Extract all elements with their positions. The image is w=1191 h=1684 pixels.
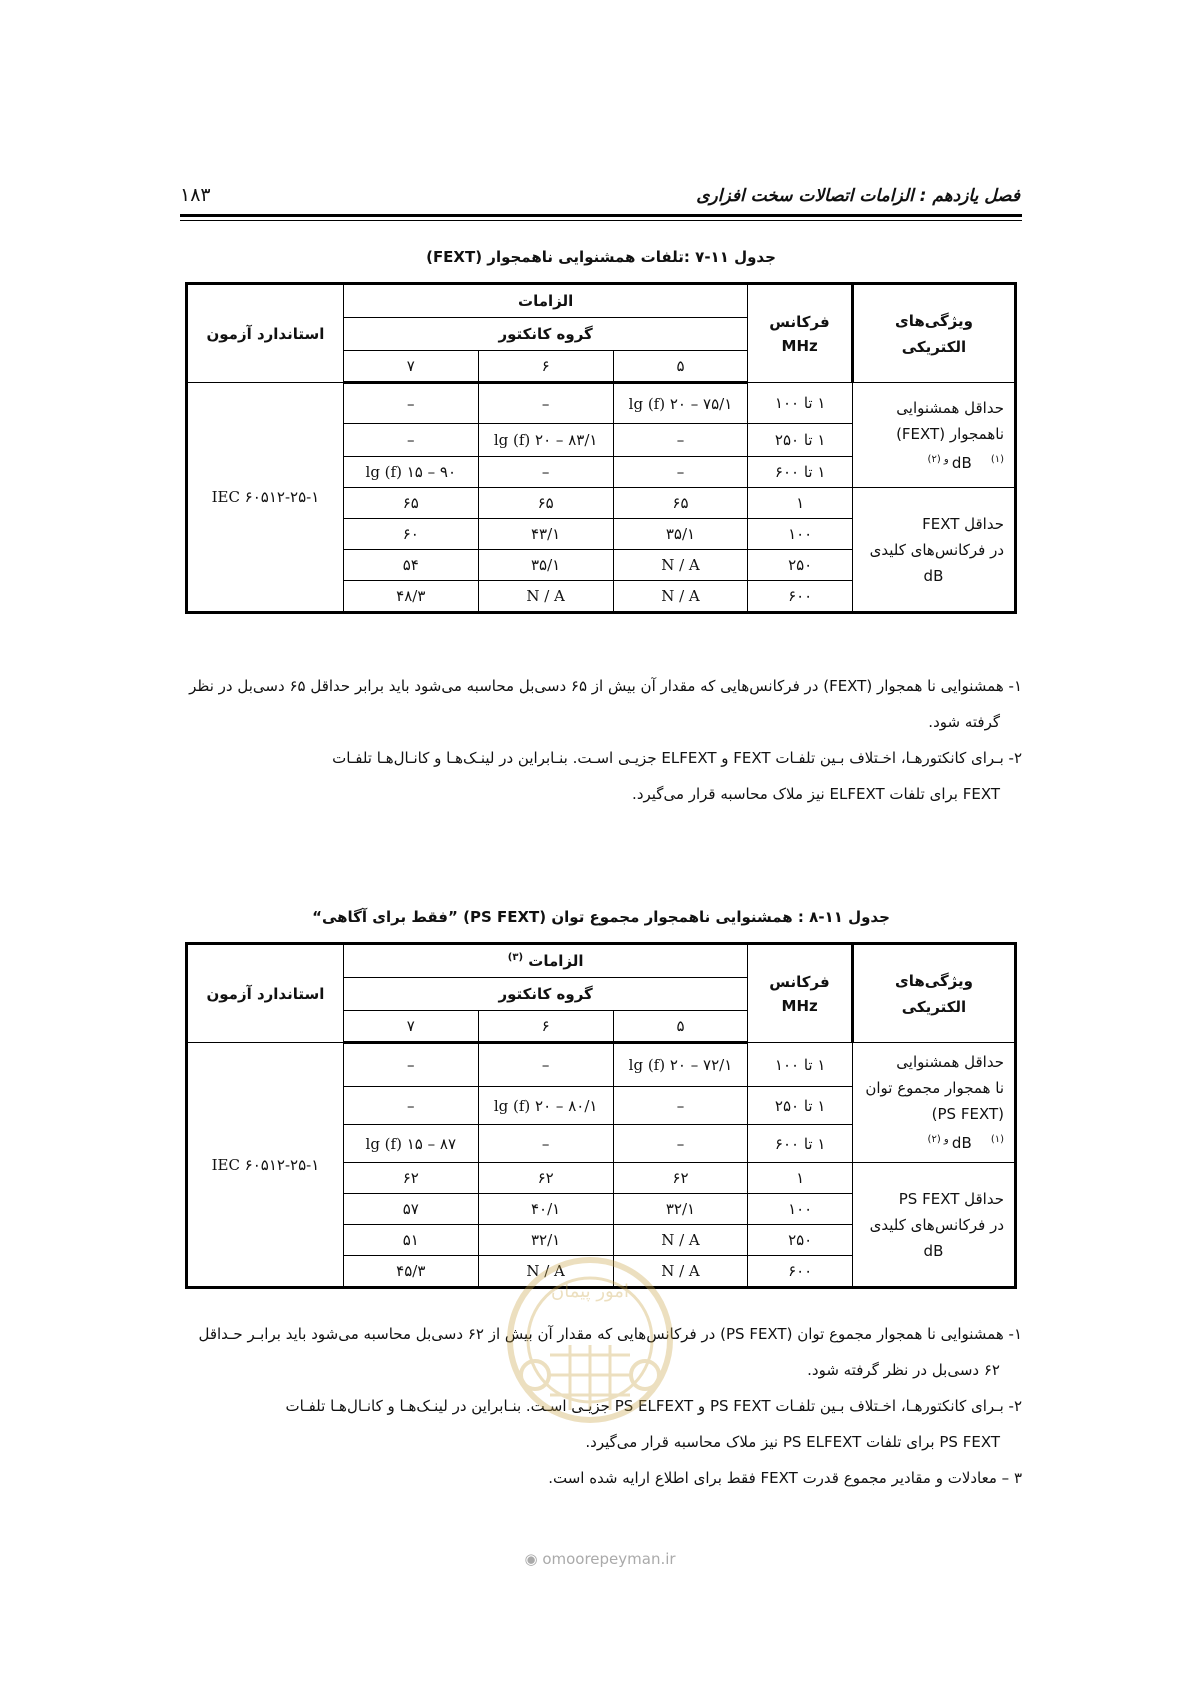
table1-header-connector-group: گروه کانکتور: [343, 318, 748, 351]
table-cell: ۸۰/۱ – ۲۰ lg (f): [478, 1087, 613, 1125]
table2-property-psfext-min: حداقل همشنوایی نا همجوار مجموع توان (PS FEXT) dB $^{(۱) و (۲)}$: [852, 1043, 1015, 1163]
note-line: ۱- همشنوایی نا همجوار (FEXT) در فرکانس‌هایی که مقدار آن بیش از ۶۵ دسی‌بل محاسبه می‌شود باید برابر حداقل ۶۵ دسی‌بل در نظر: [189, 677, 1022, 695]
table2-header-connector-group: گروه کانکتور: [343, 978, 748, 1011]
note-line: ۶۲ دسی‌بل در نظر گرفته شود.: [807, 1361, 1000, 1379]
table2-caption: جدول ۱۱-۸ : همشنوایی ناهمجوار مجموع توان (PS FEXT) ”فقط برای آگاهی“: [312, 908, 890, 926]
svg-text:امور پیمان: امور پیمان: [551, 1281, 629, 1302]
table2-group-7: ۷: [343, 1011, 478, 1043]
table-cell: ۶۲: [613, 1163, 748, 1194]
table-cell: ۷۵/۱ – ۲۰ lg (f): [613, 383, 748, 424]
table-cell: ۸۳/۱ – ۲۰ lg (f): [478, 424, 613, 457]
table-cell: –: [613, 457, 748, 488]
table-cell: ۱ تا ۲۵۰: [748, 1087, 853, 1125]
table1-property-fext-min: حداقل همشنوایی ناهمجوار (FEXT) dB $^{(۱) و (۲)}$: [852, 383, 1015, 488]
table2-group-5: ۵: [613, 1011, 748, 1043]
table1-group-5: ۵: [613, 351, 748, 383]
table1-group-7: ۷: [343, 351, 478, 383]
table-cell: ۵۱: [343, 1225, 478, 1256]
table-cell: ۱ تا ۶۰۰: [748, 1125, 853, 1163]
table-cell: –: [478, 1043, 613, 1087]
page-header: [180, 180, 1020, 216]
table-cell: –: [613, 1125, 748, 1163]
table-cell: –: [613, 1087, 748, 1125]
table-cell: N / A: [613, 1256, 748, 1288]
table-cell: ۷۲/۱ – ۲۰ lg (f): [613, 1043, 748, 1087]
table-cell: ۱ تا ۱۰۰: [748, 1043, 853, 1087]
table-cell: –: [343, 424, 478, 457]
table1-header-property: ویژگی‌های الکتریکی: [852, 284, 1015, 383]
table-cell: ۱۰۰: [748, 1194, 853, 1225]
table2: [185, 942, 1017, 1289]
table-cell: ۴۸/۳: [343, 581, 478, 613]
table2-property-psfext-key: حداقل PS FEXT در فرکانس‌های کلیدی dB: [852, 1163, 1015, 1288]
table2-header-property: ویژگی‌های الکتریکی: [852, 944, 1015, 1043]
table-cell: –: [613, 424, 748, 457]
table-cell: ۶۵: [613, 488, 748, 519]
table-cell: ۱ تا ۶۰۰: [748, 457, 853, 488]
table-cell: N / A: [613, 550, 748, 581]
note-line: ۱- همشنوایی نا همجوار مجموع توان (PS FEXT) در فرکانس‌هایی که مقدار آن بیش از ۶۲ دسی‌بل محاسبه می‌شود باید برابـر حـداقل: [198, 1325, 1022, 1343]
table-cell: N / A: [478, 1256, 613, 1288]
table-cell: ۳۵/۱: [613, 519, 748, 550]
table-cell: ۵۴: [343, 550, 478, 581]
table1-header-frequency: فرکانس MHz: [748, 284, 853, 383]
at-icon: ◉: [524, 1550, 538, 1568]
table1-group-6: ۶: [478, 351, 613, 383]
table-cell: ۱ تا ۲۵۰: [748, 424, 853, 457]
table-cell: ۳۲/۱: [478, 1225, 613, 1256]
table-cell: ۶۲: [343, 1163, 478, 1194]
table-cell: ۳۲/۱: [613, 1194, 748, 1225]
table1-header-requirements: الزامات: [343, 284, 748, 318]
table-cell: ۶۰۰: [748, 1256, 853, 1288]
note-line: ۲- بـرای کانکتورهـا، اخـتلاف بـین تلفـات FEXT و ELFEXT جزیـی اسـت. بنـابراین در لینـک‌هـا و کانـال‌هـا تلفـات: [332, 749, 1022, 767]
table-cell: ۱۰۰: [748, 519, 853, 550]
table-cell: ۱: [748, 488, 853, 519]
note-line: ۳ – معادلات و مقادیر مجموع قدرت FEXT فقط برای اطلاع ارایه شده است.: [548, 1469, 1022, 1487]
table-cell: –: [478, 383, 613, 424]
table1-notes: [180, 668, 1022, 812]
table-cell: ۴۰/۱: [478, 1194, 613, 1225]
table-cell: ۸۷ – ۱۵ lg (f): [343, 1125, 478, 1163]
note-line: گرفته شود.: [928, 713, 1000, 731]
table1: [185, 282, 1017, 614]
table-cell: ۲۵۰: [748, 1225, 853, 1256]
table-cell: –: [478, 1125, 613, 1163]
table-cell: ۵۷: [343, 1194, 478, 1225]
table-cell: ۶۵: [478, 488, 613, 519]
table-cell: ۴۳/۱: [478, 519, 613, 550]
table-cell: ۹۰ – ۱۵ lg (f): [343, 457, 478, 488]
table-cell: –: [343, 1043, 478, 1087]
table1-caption: جدول ۱۱-۷ :تلفات همشنوایی ناهمجوار (FEXT): [426, 248, 776, 266]
header-rule-thin: [180, 220, 1022, 221]
table-cell: ۶۰۰: [748, 581, 853, 613]
table1-standard-value: IEC ۶۰۵۱۲-۲۵-۱: [187, 383, 344, 613]
table2-header-frequency: فرکانس MHz: [748, 944, 853, 1043]
table1-property-fext-key: حداقل FEXT در فرکانس‌های کلیدی dB: [852, 488, 1015, 613]
table-cell: N / A: [613, 1225, 748, 1256]
table2-standard-value: IEC ۶۰۵۱۲-۲۵-۱: [187, 1043, 344, 1288]
header-rule: [180, 214, 1022, 217]
table-cell: ۶۰: [343, 519, 478, 550]
note-line: FEXT برای تلفات ELFEXT نیز ملاک محاسبه قرار می‌گیرد.: [632, 785, 1000, 803]
table2-header-requirements: الزامات $^{(۳)}$: [343, 944, 748, 978]
table-cell: ۶۵: [343, 488, 478, 519]
table-cell: –: [343, 383, 478, 424]
page-number: ۱۸۳: [180, 184, 211, 206]
table-cell: ۲۵۰: [748, 550, 853, 581]
watermark-seal-icon: [495, 1245, 685, 1455]
table-cell: N / A: [613, 581, 748, 613]
note-line: PS FEXT برای تلفات PS ELFEXT نیز ملاک محاسبه قرار می‌گیرد.: [585, 1433, 1000, 1451]
site-watermark: ◉ omoorepeyman.ir: [524, 1550, 676, 1568]
note-line: ۲- بـرای کانکتورهـا، اخـتلاف بـین تلفـات PS FEXT و PS ELFEXT جزیـی اسـت. بنـابراین در لینـک‌هـا و کانـال‌هـا تلفـات: [285, 1397, 1022, 1415]
table-cell: ۶۲: [478, 1163, 613, 1194]
table-cell: ۴۵/۳: [343, 1256, 478, 1288]
table2-header-standard: استاندارد آزمون: [187, 944, 344, 1043]
table-cell: ۳۵/۱: [478, 550, 613, 581]
table1-header-standard: استاندارد آزمون: [187, 284, 344, 383]
table-cell: ۱ تا ۱۰۰: [748, 383, 853, 424]
table-cell: –: [478, 457, 613, 488]
chapter-title: فصل یازدهم : الزامات اتصالات سخت افزاری: [696, 186, 1020, 206]
table-cell: –: [343, 1087, 478, 1125]
table-cell: ۱: [748, 1163, 853, 1194]
table-cell: N / A: [478, 581, 613, 613]
table2-group-6: ۶: [478, 1011, 613, 1043]
